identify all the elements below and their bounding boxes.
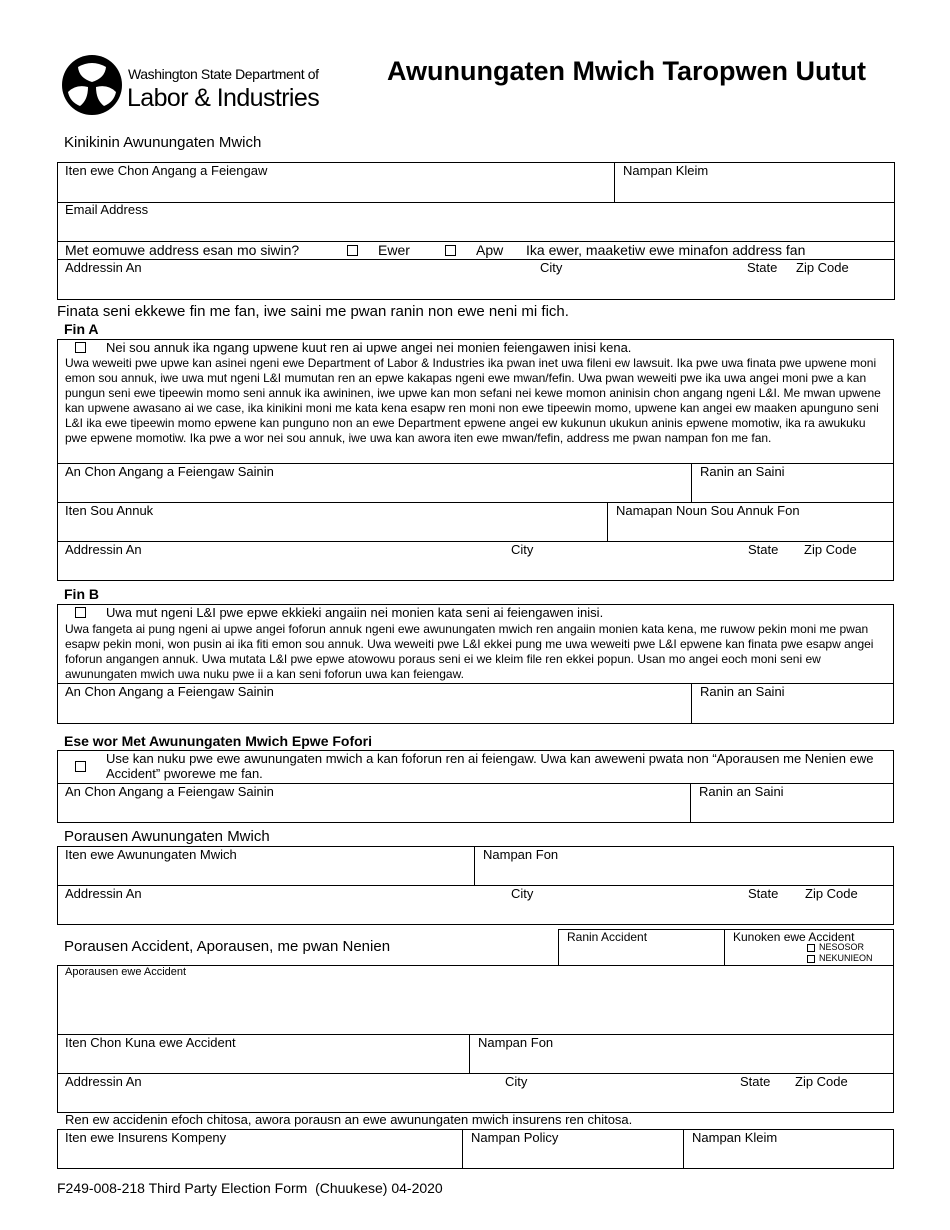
accident-type-option-1: NESOSOR <box>819 942 865 952</box>
attorney-name-field[interactable]: Iten Sou Annuk <box>65 503 154 518</box>
attorney-city-field[interactable]: City <box>511 542 534 557</box>
accident-type-label: Kunoken ewe Accident <box>733 930 855 944</box>
attorney-state-field[interactable]: State <box>748 542 779 557</box>
yes-checkbox[interactable] <box>347 245 358 256</box>
attorney-address-field[interactable]: Addressin An <box>65 542 142 557</box>
option-a-checkbox[interactable] <box>75 342 86 353</box>
option-b-checkbox[interactable] <box>75 607 86 618</box>
logo-line-2: Labor & Industries <box>127 84 320 112</box>
page-title: Awunungaten Mwich Taropwen Uutut <box>387 56 866 86</box>
option-a-heading: Fin A <box>64 321 99 337</box>
third-party-name-field[interactable]: Iten ewe Awunungaten Mwich <box>65 847 237 862</box>
accident-type-option-2-checkbox[interactable] <box>807 955 815 963</box>
option-other-checkbox-label: Use kan nuku pwe ewe awunungaten mwich a kan foforun ren ai feiengaw. Uwa kan aweweni pwata non “Aporausen me Nenien ewe Accident” pworewe me fan. <box>106 751 874 781</box>
option-a-checkbox-label: Nei sou annuk ika ngang upwene kuut ren ai upwe angei nei monien feiengawen inisi kena. <box>106 340 632 355</box>
zip-code-field[interactable]: Zip Code <box>796 260 849 275</box>
insurance-claim-number-field[interactable]: Nampan Kleim <box>692 1130 778 1145</box>
accident-description-field[interactable]: Aporausen ewe Accident <box>65 966 187 978</box>
option-other-signature-field[interactable]: An Chon Angang a Feiengaw Sainin <box>65 784 274 799</box>
instruction-text: Finata seni ekkewe fin me fan, iwe saini me pwan ranin non ewe neni mi fich. <box>57 303 569 320</box>
option-a-signature-field[interactable]: An Chon Angang a Feiengaw Sainin <box>65 464 274 479</box>
lni-logo-mark <box>62 54 122 116</box>
city-field[interactable]: City <box>540 260 563 275</box>
state-field[interactable]: State <box>747 260 778 275</box>
third-party-address-field[interactable]: Addressin An <box>65 886 142 901</box>
third-party-heading: Porausen Awunungaten Mwich <box>64 828 270 845</box>
form-footer-id: F249-008-218 Third Party Election Form (Chuukese) 04-2020 <box>57 1180 443 1196</box>
email-address-field[interactable]: Email Address <box>65 202 149 217</box>
accident-type-option-2: NEKUNIEON <box>819 953 873 963</box>
option-b-date-field[interactable]: Ranin an Saini <box>700 684 785 699</box>
option-a-date-field[interactable]: Ranin an Saini <box>700 464 785 479</box>
third-party-city-field[interactable]: City <box>511 886 534 901</box>
claim-number-field[interactable]: Nampan Kleim <box>623 163 709 178</box>
accident-zip-field[interactable]: Zip Code <box>795 1074 848 1089</box>
insurance-note: Ren ew accidenin efoch chitosa, awora porausn an ewe awunungaten mwich insurens ren chitosa. <box>65 1112 633 1127</box>
if-yes-note: Ika ewer, maaketiw ewe minafon address fan <box>526 242 806 258</box>
no-checkbox[interactable] <box>445 245 456 256</box>
option-b-heading: Fin B <box>64 586 99 602</box>
attorney-zip-field[interactable]: Zip Code <box>804 542 857 557</box>
accident-phone-field[interactable]: Nampan Fon <box>478 1035 554 1050</box>
third-party-phone-field[interactable]: Nampan Fon <box>483 847 559 862</box>
option-other-date-field[interactable]: Ranin an Saini <box>699 784 784 799</box>
new-address-question: Met eomuwe address esan mo siwin? <box>65 242 300 258</box>
worker-name-field[interactable]: Iten ewe Chon Angang a Feiengaw <box>65 163 268 178</box>
option-other-checkbox[interactable] <box>75 761 86 772</box>
attorney-phone-field[interactable]: Namapan Noun Sou Annuk Fon <box>616 503 800 518</box>
accident-heading: Porausen Accident, Aporausen, me pwan Nenien <box>64 938 391 955</box>
third-party-state-field[interactable]: State <box>748 886 779 901</box>
third-party-zip-field[interactable]: Zip Code <box>805 886 858 901</box>
option-a-body: Uwa weweiti pwe upwe kan asinei ngeni ewe Department of Labor & Industries ika pwan inet uwa fileni ew lawsuit. Ika pwe uwa finata pwe upwene moni emon sou annuk, iwe uwa mut ngeni L&I mumutan ren an epwe kakapas ngeni ewe mwan/fefin. Uwa pwan weweiti pwe ika uwa angei moni pwe a kan pungun seni ewe tipeewin momo seni annuk ika awininen, iwe upwe kan mon sefani nei kewe momon aninisin chon angang ngeni L&I. Me mwan upwene kan upwene awasano ai we case, ika kinikini moni me kata kena esapw ren moni non ewe tipeewin momo, upwene kan angei ew maaken apunguno seni L&I ika ewe tipeewin momo epwene kan punguno non an ewe Department epwene angei ew kukunun ukukun aninis epwene momotiw, ika ra awukuku pwe epwene momotiw. Ika pwe a wor nei sou annuk, iwe uwa kan awora iten ewe mwan/fefin, address me pwan nampan fon me fan. <box>65 356 881 445</box>
yes-label: Ewer <box>378 242 410 258</box>
accident-address-field[interactable]: Addressin An <box>65 1074 142 1089</box>
accident-owner-name-field[interactable]: Iten Chon Kuna ewe Accident <box>65 1035 236 1050</box>
accident-state-field[interactable]: State <box>740 1074 771 1089</box>
option-b-body: Uwa fangeta ai pung ngeni ai upwe angei foforun annuk ngeni ewe awunungaten mwich ren angaiin monien kata kena, me ruwow pekin moni me pwan esapw pekin moni, won pusin ai ika fiti emon sou annuk. Uwa weweiti pwe L&I ekkei pung me uwa weweiti pwe L&I epwene kan finata pwe esapw angei foforun angangen annuk. Uwa mutata L&I pwe epwe atowowu poraus seni ei we kleim file ren ekkei popun. Usan mo angei eoch moni seni ew awunungaten mwich uwa nuku pwe ii a kan seni foforun uwa kan feiengaw. <box>65 622 874 681</box>
accident-city-field[interactable]: City <box>505 1074 528 1089</box>
logo-line-1: Washington State Department of <box>128 66 319 82</box>
insurance-company-field[interactable]: Iten ewe Insurens Kompeny <box>65 1130 227 1145</box>
address-field[interactable]: Addressin An <box>65 260 142 275</box>
accident-date-field[interactable]: Ranin Accident <box>567 930 648 944</box>
representative-box <box>57 162 895 300</box>
policy-number-field[interactable]: Nampan Policy <box>471 1130 559 1145</box>
accident-type-option-1-checkbox[interactable] <box>807 944 815 952</box>
option-b-checkbox-label: Uwa mut ngeni L&I pwe epwe ekkieki angaiin nei monien kata seni ai feiengawen inisi. <box>106 605 604 620</box>
option-other-heading: Ese wor Met Awunungaten Mwich Epwe Fofori <box>64 733 373 749</box>
section-heading-representative: Kinikinin Awunungaten Mwich <box>64 134 262 151</box>
option-b-signature-field[interactable]: An Chon Angang a Feiengaw Sainin <box>65 684 274 699</box>
no-label: Apw <box>476 242 504 258</box>
